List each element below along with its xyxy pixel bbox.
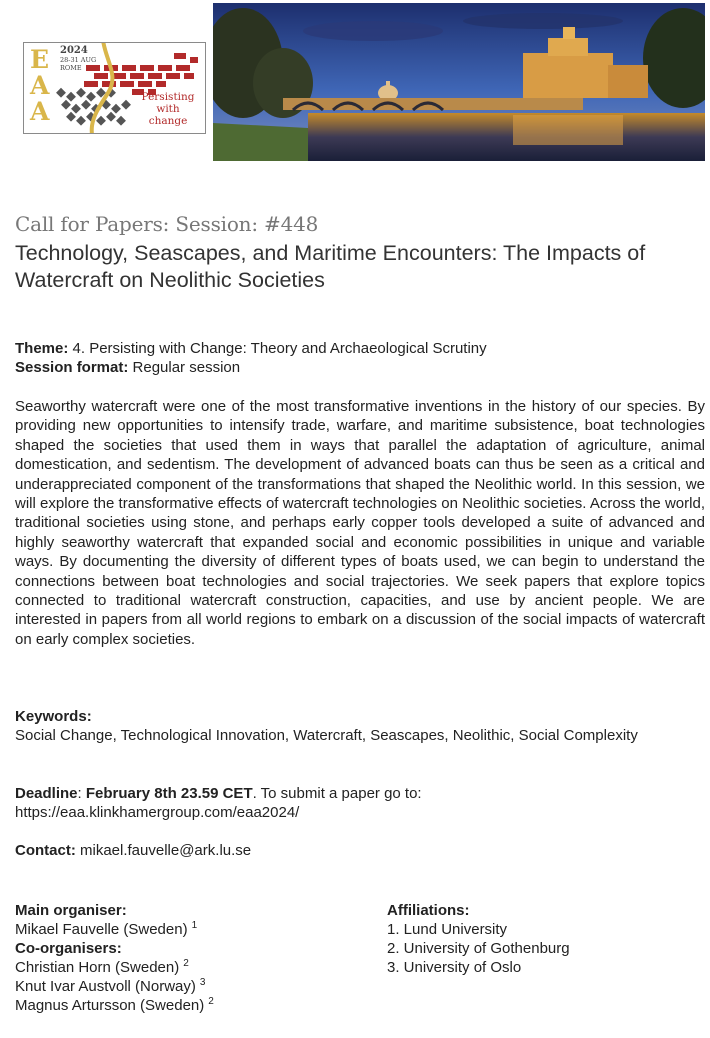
submission-link[interactable]: https://eaa.klinkhamergroup.com/eaa2024/ — [15, 804, 300, 821]
session-abstract: Seaworthy watercraft were one of the most transformative inventions in the history of our species. By providing new opportunities to intensify trade, warfare, and maritime subsistence, boat technologies shaped the societies that used them in ways that parallel the adaptation of agriculture, animal domestication, and sedentism. The development of advanced boats can thus be seen as a critical and underappreciated component of the transformations that shaped the Neolithic world. In this session, we will explore the transformative effects of watercraft technologies on Neolithic societies. Across the world, traditional societies using stone, and perhaps early copper tools developed a suite of advanced and highly seaworthy watercraft that expanded social and economic possibilities in unique and variable ways. By documenting the diversity of different types of boats used, we can begin to understand the connections between boat technologies and social trajectories. We seek papers that explore topics connected to traditional watercraft construction, capacities, and use by ancient people. We are interested in papers from all world regions to embark on a discussion of the social impacts of watercraft on early complex societies. — [15, 398, 705, 648]
organisers-section — [15, 901, 214, 1015]
theme-label: Theme: — [15, 340, 69, 357]
eaa-letter-a2: A — [30, 97, 50, 126]
co-organisers-label: Co-organisers: — [15, 940, 122, 957]
affiliation-item: 2. University of Gothenburg — [387, 940, 570, 957]
affiliations-label: Affiliations: — [387, 902, 470, 919]
logo-motto-line2: with — [156, 103, 180, 115]
main-organiser — [15, 920, 214, 939]
main-organiser-label: Main organiser: — [15, 902, 127, 919]
affiliation-number: 2 — [208, 996, 214, 1007]
deadline-instructions: . To submit a paper go to: — [252, 785, 422, 802]
theme-row — [15, 339, 487, 358]
organiser-name: Christian Horn (Sweden) — [15, 959, 180, 976]
deadline-section — [15, 784, 695, 822]
contact-email[interactable]: mikael.fauvelle@ark.lu.se — [75, 842, 252, 859]
affiliations-section — [387, 901, 570, 977]
organiser-name: Magnus Artursson (Sweden) — [15, 997, 205, 1014]
eaa-letter-e: E — [30, 45, 50, 74]
rome-photo-illustration — [213, 3, 705, 161]
session-title: Technology, Seascapes, and Maritime Encounters: The Impacts of Watercraft on Neolithic Societies — [15, 241, 646, 292]
eaa-logo — [23, 42, 206, 134]
deadline-row — [15, 784, 695, 803]
logo-motto-line3: change — [148, 115, 188, 127]
deadline-colon: : — [77, 785, 86, 802]
session-meta — [15, 339, 487, 377]
organiser-name: Knut Ivar Austvoll (Norway) — [15, 978, 196, 995]
theme-value: 4. Persisting with Change: Theory and Archaeological Scrutiny — [68, 340, 487, 357]
format-value: Regular session — [128, 359, 241, 376]
affiliation-item: 3. University of Oslo — [387, 959, 522, 976]
keywords-section — [15, 707, 695, 745]
deadline-label: Deadline — [15, 785, 78, 802]
affiliation-number: 3 — [199, 977, 206, 988]
rome-night-photo — [213, 3, 705, 161]
contact-label: Contact: — [15, 842, 76, 859]
keywords-value: Social Change, Technological Innovation, Watercraft, Seascapes, Neolithic, Social Complexity — [15, 727, 638, 744]
logo-motto-line1: Persisting — [141, 91, 195, 103]
format-row — [15, 358, 487, 377]
deadline-date: February 8th 23.59 CET — [85, 785, 253, 802]
contact-section — [15, 841, 251, 860]
organiser-name: Mikael Fauvelle (Sweden) — [15, 921, 188, 938]
co-organiser — [15, 996, 214, 1015]
keywords-label: Keywords: — [15, 708, 92, 725]
logo-motto — [136, 91, 200, 127]
affiliation-number: 2 — [183, 958, 189, 969]
co-organiser — [15, 977, 214, 996]
call-for-papers-heading: Call for Papers: Session: #448 — [15, 212, 319, 236]
logo-year: 2024 — [60, 45, 88, 56]
co-organiser — [15, 958, 214, 977]
affiliation-number: 1 — [191, 920, 198, 931]
eaa-letter-a1: A — [30, 71, 50, 100]
format-label: Session format: — [15, 359, 129, 376]
affiliation-item: 1. Lund University — [387, 921, 508, 938]
logo-city: ROME — [60, 64, 82, 72]
logo-dates: 28-31 AUG — [60, 56, 97, 64]
